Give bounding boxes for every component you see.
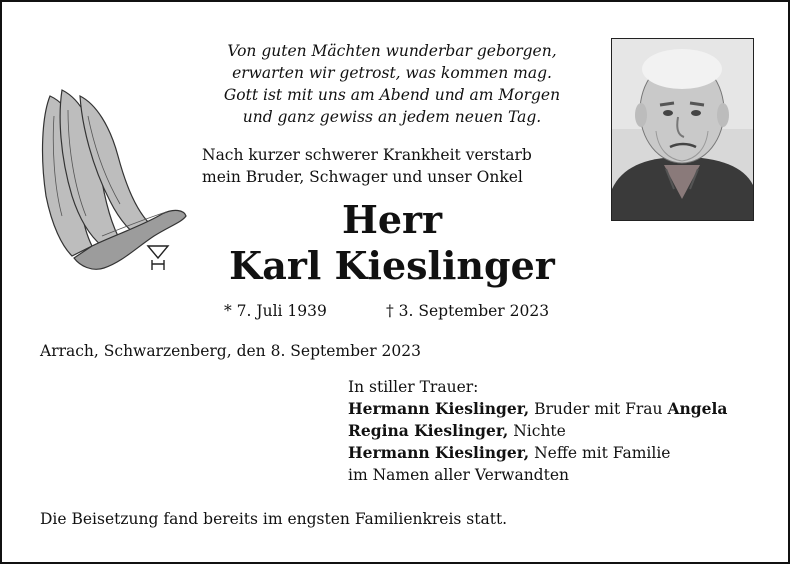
- portrait-photo: [611, 38, 754, 221]
- poem-line: Von guten Mächten wunderbar geborgen,: [227, 42, 557, 60]
- mourners-closing: im Namen aller Verwandten: [348, 466, 569, 484]
- death-announcement: [202, 144, 532, 188]
- poem-line: Gott ist mit uns am Abend und am Morgen: [223, 86, 561, 104]
- poem: [182, 40, 602, 128]
- mourner-name: Hermann Kieslinger,: [348, 443, 530, 462]
- mourner-relation: Neffe mit Familie: [529, 444, 671, 462]
- announcement-line: Nach kurzer schwerer Krankheit verstarb: [202, 146, 532, 164]
- announcement-line: mein Bruder, Schwager und unser Onkel: [202, 168, 523, 186]
- funeral-note: Die Beisetzung fand bereits im engsten Familienkreis statt.: [40, 510, 508, 528]
- deceased-name-block: [192, 197, 592, 289]
- place-date: Arrach, Schwarzenberg, den 8. September 2023: [40, 342, 421, 360]
- mourner-row: [348, 442, 727, 464]
- mourner-name: Hermann Kieslinger,: [348, 399, 530, 418]
- death-date: † 3. September 2023: [386, 302, 550, 320]
- birth-date: * 7. Juli 1939: [224, 302, 327, 320]
- poem-line: und ganz gewiss an jedem neuen Tag.: [242, 108, 542, 126]
- mourner-name: Regina Kieslinger,: [348, 421, 509, 440]
- mourner-relation: Bruder mit Frau: [529, 400, 668, 418]
- poem-line: erwarten wir getrost, was kommen mag.: [232, 64, 552, 82]
- mourner-row: [348, 398, 727, 420]
- praying-hands-icon: [32, 86, 192, 276]
- mourner-relation: Nichte: [508, 422, 566, 440]
- mourner-row: [348, 420, 727, 442]
- mourner-spouse: Angela: [667, 399, 728, 418]
- deceased-name: Karl Kieslinger: [229, 243, 555, 288]
- mourning-heading: In stiller Trauer:: [348, 378, 479, 396]
- mourners-block: [348, 376, 727, 486]
- salutation: Herr: [341, 197, 443, 242]
